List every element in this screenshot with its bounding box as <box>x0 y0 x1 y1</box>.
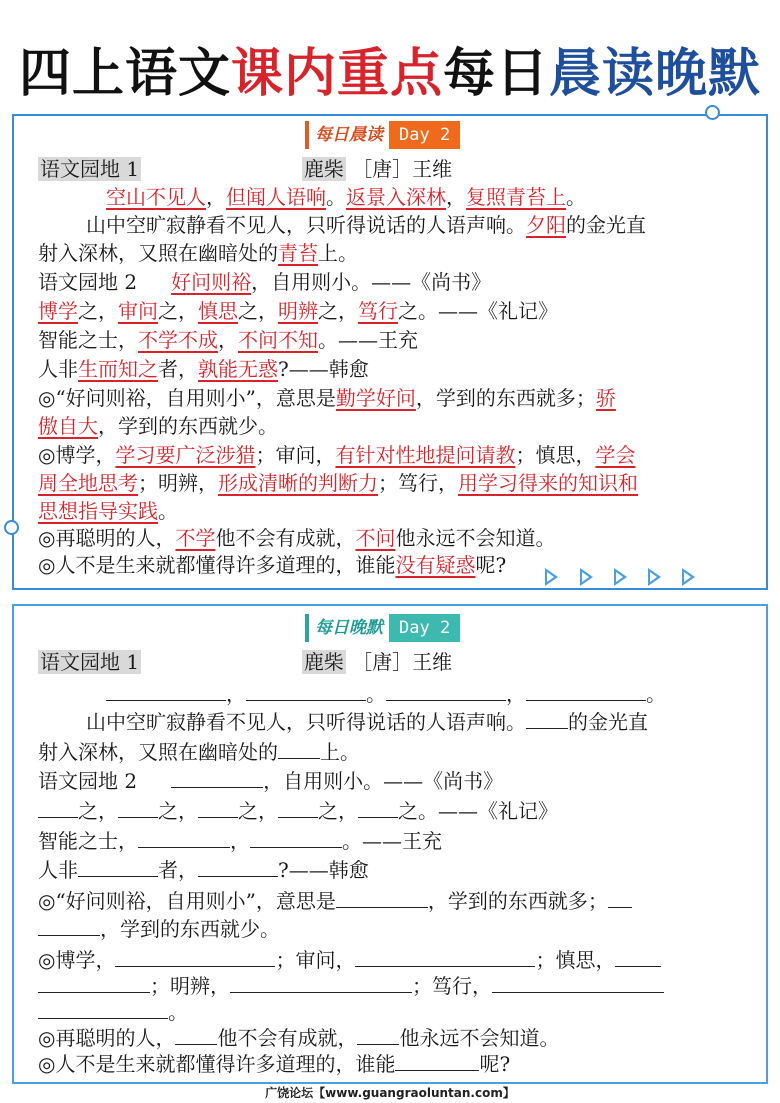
text: 者， <box>158 357 198 381</box>
answer: 不问 <box>355 526 396 550</box>
unit-label: 语文园地 2 <box>38 769 138 793</box>
text: ，学到的东西就少。 <box>100 917 280 941</box>
fill-blank[interactable] <box>358 797 398 818</box>
text: 。——王充 <box>318 328 418 352</box>
text: ， <box>506 682 526 706</box>
explanation-blank-line-3 <box>38 946 661 974</box>
morning-heading-row <box>38 155 452 183</box>
explanation-blank-line-1 <box>38 887 632 915</box>
poem-part: 复照青苔上 <box>466 185 566 209</box>
fill-blank[interactable] <box>230 972 412 993</box>
explanation-line-7 <box>38 551 506 579</box>
shangshu-line <box>38 268 491 296</box>
explanation-line-5 <box>38 497 178 525</box>
text: 之。——《礼记》 <box>398 299 558 323</box>
text: ◎“好问则裕，自用则小”，意思是 <box>38 889 336 913</box>
fill-blank[interactable] <box>171 767 263 788</box>
fill-blank[interactable] <box>38 998 168 1019</box>
morning-tag-day: Day 2 <box>389 121 460 149</box>
fill-blank[interactable] <box>138 827 230 848</box>
text: 之， <box>78 299 118 323</box>
hanyu-blank-line <box>38 856 369 884</box>
poem-title: 鹿柴 <box>303 157 344 181</box>
text: ；慎思， <box>535 948 616 972</box>
text: ；明辨， <box>138 471 218 495</box>
unit-label: 语文园地 1 <box>40 650 140 674</box>
text: 上。 <box>320 740 360 764</box>
fill-blank[interactable] <box>492 972 664 993</box>
text: ；明辨， <box>150 974 230 998</box>
circle-decoration-icon <box>4 520 19 535</box>
shangshu-blank-line <box>38 767 503 795</box>
triangle-decoration-icon <box>648 568 661 586</box>
answer: 学会 <box>595 443 636 467</box>
text: 。 <box>168 1000 188 1024</box>
answer: 审问 <box>118 299 158 323</box>
wangchong-blank-line <box>38 827 442 855</box>
text: 他永远不会知道。 <box>399 1026 560 1050</box>
fill-blank[interactable] <box>106 680 226 701</box>
text: 他不会有成就， <box>215 526 356 550</box>
fill-blank[interactable] <box>250 827 342 848</box>
fill-blank[interactable] <box>278 738 320 759</box>
text: 射入深林，又照在幽暗处的 <box>38 241 278 265</box>
text: ◎人不是生来就都懂得许多道理的，谁能 <box>38 1052 396 1076</box>
text: ?——韩愈 <box>278 357 369 381</box>
answer: 不问不知 <box>238 328 318 352</box>
poem-author: ［唐］王维 <box>352 650 453 674</box>
explanation-line-2 <box>38 412 278 440</box>
fill-blank[interactable] <box>118 797 158 818</box>
text: 者， <box>158 858 198 882</box>
text: ，学到的东西就多； <box>415 386 596 410</box>
explanation-line-1 <box>38 384 616 412</box>
fill-blank[interactable] <box>198 856 278 877</box>
text: 呢? <box>479 1052 511 1076</box>
text: ；审问， <box>275 948 356 972</box>
text: 之， <box>238 299 278 323</box>
translation-blank-line-1 <box>86 708 648 736</box>
text: 智能之士， <box>38 829 138 853</box>
text: 。 <box>158 499 178 523</box>
explanation-line-4 <box>38 469 638 497</box>
triangle-decoration-icon <box>545 568 558 586</box>
text: 。——王充 <box>342 829 442 853</box>
answer: 不学不成 <box>138 328 218 352</box>
footer-source: 广饶论坛【www.guangraoluntan.com】 <box>265 1086 515 1100</box>
text: 之， <box>158 299 198 323</box>
fill-blank[interactable] <box>526 708 568 729</box>
text: ◎博学， <box>38 948 116 972</box>
hanyu-line <box>38 355 369 383</box>
translation-line-1 <box>86 211 646 239</box>
title-part-2: 课内重点 <box>230 44 443 104</box>
wangchong-line <box>38 326 418 354</box>
fill-blank[interactable] <box>38 797 78 818</box>
fill-blank[interactable] <box>386 680 506 701</box>
text: 的金光直 <box>568 710 648 734</box>
text: 他永远不会知道。 <box>395 526 556 550</box>
answer: 笃行 <box>358 299 398 323</box>
answer: 好问则裕 <box>171 270 252 294</box>
text: 。 <box>366 682 386 706</box>
explanation-blank-line-4 <box>38 972 664 1000</box>
fill-blank[interactable] <box>357 1024 399 1045</box>
morning-tag <box>305 121 460 149</box>
text: ，学到的东西就少。 <box>98 414 278 438</box>
fill-blank[interactable] <box>526 680 646 701</box>
text: 。 <box>646 682 666 706</box>
text: 他不会有成就， <box>217 1026 358 1050</box>
fill-blank[interactable] <box>278 797 318 818</box>
fill-blank[interactable] <box>336 887 428 908</box>
text: ，自用则小。——《尚书》 <box>251 270 492 294</box>
fill-blank[interactable] <box>355 946 535 967</box>
morning-tag-label: 每日晨读 <box>309 121 389 149</box>
liji-blank-line <box>38 797 558 825</box>
answer: 夕阳 <box>526 213 566 237</box>
title-part-4: 晨读晚默 <box>549 44 762 104</box>
text: 人非 <box>38 357 78 381</box>
text: 之， <box>318 799 358 823</box>
text: ， <box>226 682 246 706</box>
fill-blank[interactable] <box>608 887 632 908</box>
answer: 慎思 <box>198 299 238 323</box>
text: 之。——《礼记》 <box>398 799 558 823</box>
evening-tag-day: Day 2 <box>389 614 460 642</box>
answer: 博学 <box>38 299 78 323</box>
triangle-decoration-icon <box>580 568 593 586</box>
evening-heading-row <box>38 648 452 676</box>
fill-blank[interactable] <box>38 915 100 936</box>
translation-blank-line-2 <box>38 738 360 766</box>
text: ?——韩愈 <box>278 858 369 882</box>
liji-line <box>38 297 558 325</box>
fill-blank[interactable] <box>78 856 158 877</box>
answer: 青苔 <box>278 241 318 265</box>
answer: 形成清晰的判断力 <box>218 471 378 495</box>
text: 之， <box>318 299 358 323</box>
text: 山中空旷寂静看不见人，只听得说话的人语声响。 <box>86 213 526 237</box>
answer: 周全地思考 <box>38 471 138 495</box>
poem-title: 鹿柴 <box>303 650 344 674</box>
evening-tag <box>305 614 460 642</box>
poem-punct: 。 <box>566 185 586 209</box>
text: ◎人不是生来就都懂得许多道理的，谁能 <box>38 553 396 577</box>
explanation-line-3 <box>38 441 635 469</box>
fill-blank[interactable] <box>38 972 150 993</box>
translation-line-2 <box>38 239 358 267</box>
answer: 傲自大 <box>38 414 98 438</box>
fill-blank[interactable] <box>115 946 275 967</box>
text: 智能之士， <box>38 328 138 352</box>
text: 山中空旷寂静看不见人，只听得说话的人语声响。 <box>86 710 526 734</box>
answer: 勤学好问 <box>335 386 416 410</box>
unit-label: 语文园地 1 <box>40 157 140 181</box>
text: ， <box>218 328 238 352</box>
fill-blank[interactable] <box>615 946 661 967</box>
answer: 不学 <box>175 526 216 550</box>
text: 之， <box>238 799 278 823</box>
poem-line <box>106 183 586 211</box>
text: ；笃行， <box>378 471 458 495</box>
evening-tag-label: 每日晚默 <box>309 614 389 642</box>
title-part-3: 每日 <box>443 44 550 104</box>
answer: 孰能无惑 <box>198 357 278 381</box>
answer: 没有疑惑 <box>395 553 476 577</box>
text: 人非 <box>38 858 78 882</box>
answer: 骄 <box>595 386 616 410</box>
text: ；笃行， <box>412 974 492 998</box>
poem-author: ［唐］王维 <box>352 157 453 181</box>
title-part-1: 四上语文 <box>18 44 231 104</box>
fill-blank[interactable] <box>175 1024 217 1045</box>
explanation-blank-line-6 <box>38 1024 559 1052</box>
text: ，学到的东西就多； <box>427 889 608 913</box>
text: ◎“好问则裕，自用则小”，意思是 <box>38 386 336 410</box>
explanation-blank-line-5 <box>38 998 188 1026</box>
poem-punct: ， <box>206 185 226 209</box>
text: 呢? <box>475 553 507 577</box>
poem-part: 返景入深林 <box>346 185 446 209</box>
poem-punct: ， <box>446 185 466 209</box>
fill-blank[interactable] <box>395 1050 479 1071</box>
triangle-decoration-icon <box>614 568 627 586</box>
answer: 有针对性地提问请教 <box>335 443 516 467</box>
text: 射入深林，又照在幽暗处的 <box>38 740 278 764</box>
text: ◎博学， <box>38 443 116 467</box>
text: 之， <box>158 799 198 823</box>
text: 上。 <box>318 241 358 265</box>
unit-label: 语文园地 2 <box>38 270 138 294</box>
text: 的金光直 <box>566 213 646 237</box>
triangle-decoration-icon <box>682 568 695 586</box>
text: ， <box>230 829 250 853</box>
text: ◎再聪明的人， <box>38 1026 176 1050</box>
poem-punct: 。 <box>326 185 346 209</box>
fill-blank[interactable] <box>246 680 366 701</box>
answer: 思想指导实践 <box>38 499 158 523</box>
text: ，自用则小。——《尚书》 <box>263 769 504 793</box>
poem-part: 空山不见人 <box>106 185 206 209</box>
answer: 明辨 <box>278 299 318 323</box>
fill-blank[interactable] <box>198 797 238 818</box>
answer: 生而知之 <box>78 357 158 381</box>
answer: 用学习得来的知识和 <box>458 471 638 495</box>
circle-decoration-icon <box>705 105 720 120</box>
text: ；慎思， <box>515 443 596 467</box>
explanation-blank-line-7 <box>38 1050 510 1078</box>
page-title <box>0 44 780 104</box>
text: ；审问， <box>255 443 336 467</box>
explanation-blank-line-2 <box>38 915 280 943</box>
explanation-line-6 <box>38 524 555 552</box>
answer: 学习要广泛涉猎 <box>115 443 256 467</box>
text: 之， <box>78 799 118 823</box>
text: ◎再聪明的人， <box>38 526 176 550</box>
poem-part: 但闻人语响 <box>226 185 326 209</box>
poem-blank-line <box>106 680 666 708</box>
